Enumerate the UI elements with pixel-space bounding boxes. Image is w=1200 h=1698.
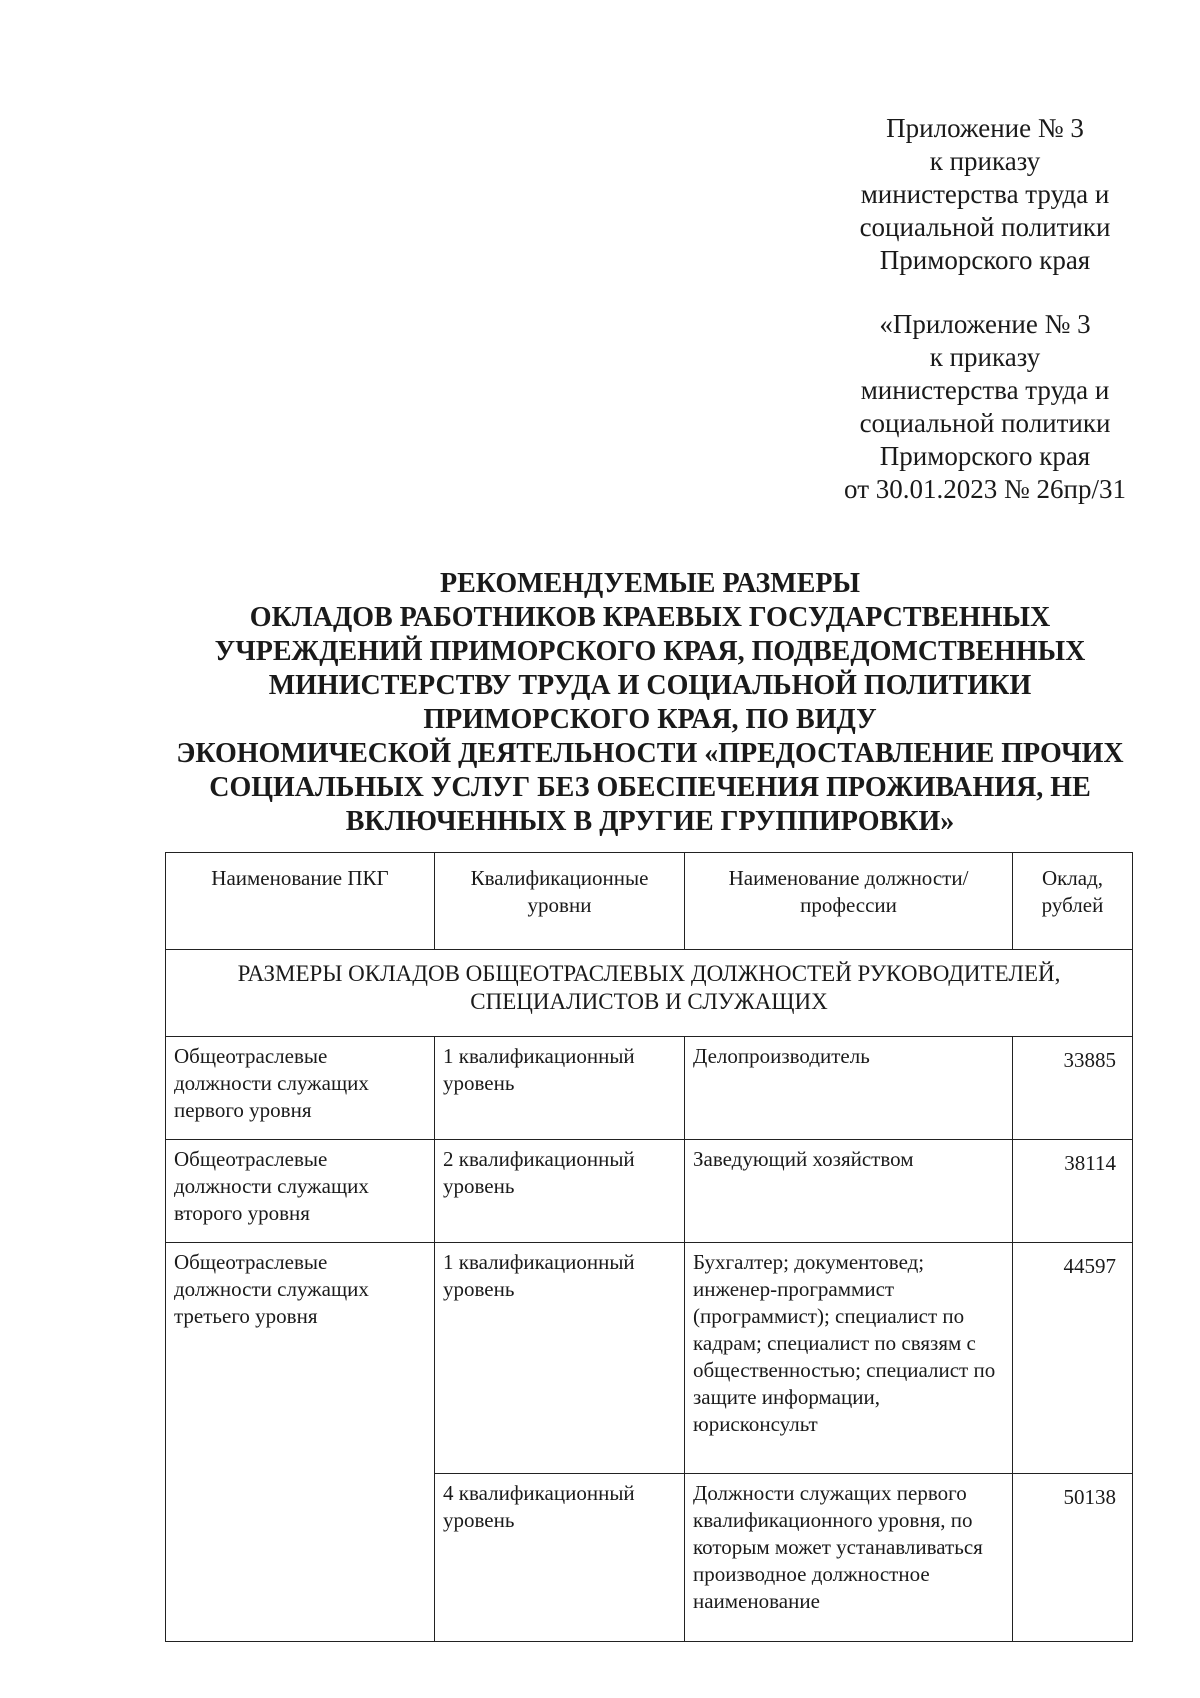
section-title: РАЗМЕРЫ ОКЛАДОВ ОБЩЕОТРАСЛЕВЫХ ДОЛЖНОСТЕЙ РУКОВОДИТЕЛЕЙ, СПЕЦИАЛИСТОВ И СЛУЖАЩИХ	[166, 950, 1133, 1037]
annex-original	[790, 308, 1180, 506]
table-row	[166, 1037, 1133, 1140]
annex-line: министерства труда и	[860, 375, 1110, 405]
header-pkg: Наименование ПКГ	[166, 853, 435, 950]
cell-level: 1 квалификационный уровень	[435, 1243, 685, 1474]
annex-line: от 30.01.2023 № 26пр/31	[844, 474, 1126, 504]
annex-line: социальной политики	[859, 408, 1111, 438]
title-line: РЕКОМЕНДУЕМЫЕ РАЗМЕРЫ	[440, 568, 860, 599]
title-line: ОКЛАДОВ РАБОТНИКОВ КРАЕВЫХ ГОСУДАРСТВЕННЫХ	[249, 602, 1051, 633]
title-line: ВКЛЮЧЕННЫХ В ДРУГИЕ ГРУППИРОВКИ»	[345, 806, 955, 837]
annex-line: «Приложение № 3	[879, 309, 1091, 339]
cell-salary: 33885	[1013, 1037, 1133, 1140]
cell-pkg: Общеотраслевые должности служащих первого уровня	[166, 1037, 435, 1140]
annex-line: к приказу	[929, 342, 1041, 372]
cell-pkg: Общеотраслевые должности служащих второго уровня	[166, 1140, 435, 1243]
table-row	[166, 1140, 1133, 1243]
cell-position: Должности служащих первого квалификационного уровня, по которым может устанавливаться производное должностное наименование	[685, 1474, 1013, 1642]
cell-salary: 50138	[1013, 1474, 1133, 1642]
table-header-row	[166, 853, 1133, 950]
annex-line: к приказу	[929, 146, 1041, 176]
title-line: УЧРЕЖДЕНИЙ ПРИМОРСКОГО КРАЯ, ПОДВЕДОМСТВЕННЫХ	[214, 636, 1086, 667]
title-line: СОЦИАЛЬНЫХ УСЛУГ БЕЗ ОБЕСПЕЧЕНИЯ ПРОЖИВАНИЯ, НЕ	[209, 772, 1091, 803]
title-line: МИНИСТЕРСТВУ ТРУДА И СОЦИАЛЬНОЙ ПОЛИТИКИ	[268, 670, 1032, 701]
salary-table	[165, 852, 1133, 1642]
header-position: Наименование должности/профессии	[685, 853, 1013, 950]
cell-salary: 38114	[1013, 1140, 1133, 1243]
cell-position: Бухгалтер; документовед; инженер-программист (программист); специалист по кадрам; специалист по связям с общественностью; специалист по защите информации, юрисконсульт	[685, 1243, 1013, 1474]
cell-level: 2 квалификационный уровень	[435, 1140, 685, 1243]
annex-line: Приложение № 3	[886, 113, 1084, 143]
title-line: ЭКОНОМИЧЕСКОЙ ДЕЯТЕЛЬНОСТИ «ПРЕДОСТАВЛЕНИЕ ПРОЧИХ	[176, 738, 1124, 769]
cell-level: 1 квалификационный уровень	[435, 1037, 685, 1140]
cell-salary: 44597	[1013, 1243, 1133, 1474]
annex-line: министерства труда и	[860, 179, 1110, 209]
annex-line: Приморского края	[879, 441, 1091, 471]
title-line: ПРИМОРСКОГО КРАЯ, ПО ВИДУ	[423, 704, 877, 735]
annex-line: социальной политики	[859, 212, 1111, 242]
annex-line: Приморского края	[879, 245, 1091, 275]
table-row	[166, 1243, 1133, 1474]
cell-position: Заведующий хозяйством	[685, 1140, 1013, 1243]
document-title	[100, 567, 1200, 839]
cell-pkg: Общеотраслевые должности служащих третьего уровня	[166, 1243, 435, 1642]
cell-position: Делопроизводитель	[685, 1037, 1013, 1140]
header-level: Квалификационные уровни	[435, 853, 685, 950]
annex-current	[790, 112, 1180, 277]
header-salary: Оклад, рублей	[1013, 853, 1133, 950]
cell-level: 4 квалификационный уровень	[435, 1474, 685, 1642]
table-section-row	[166, 950, 1133, 1037]
